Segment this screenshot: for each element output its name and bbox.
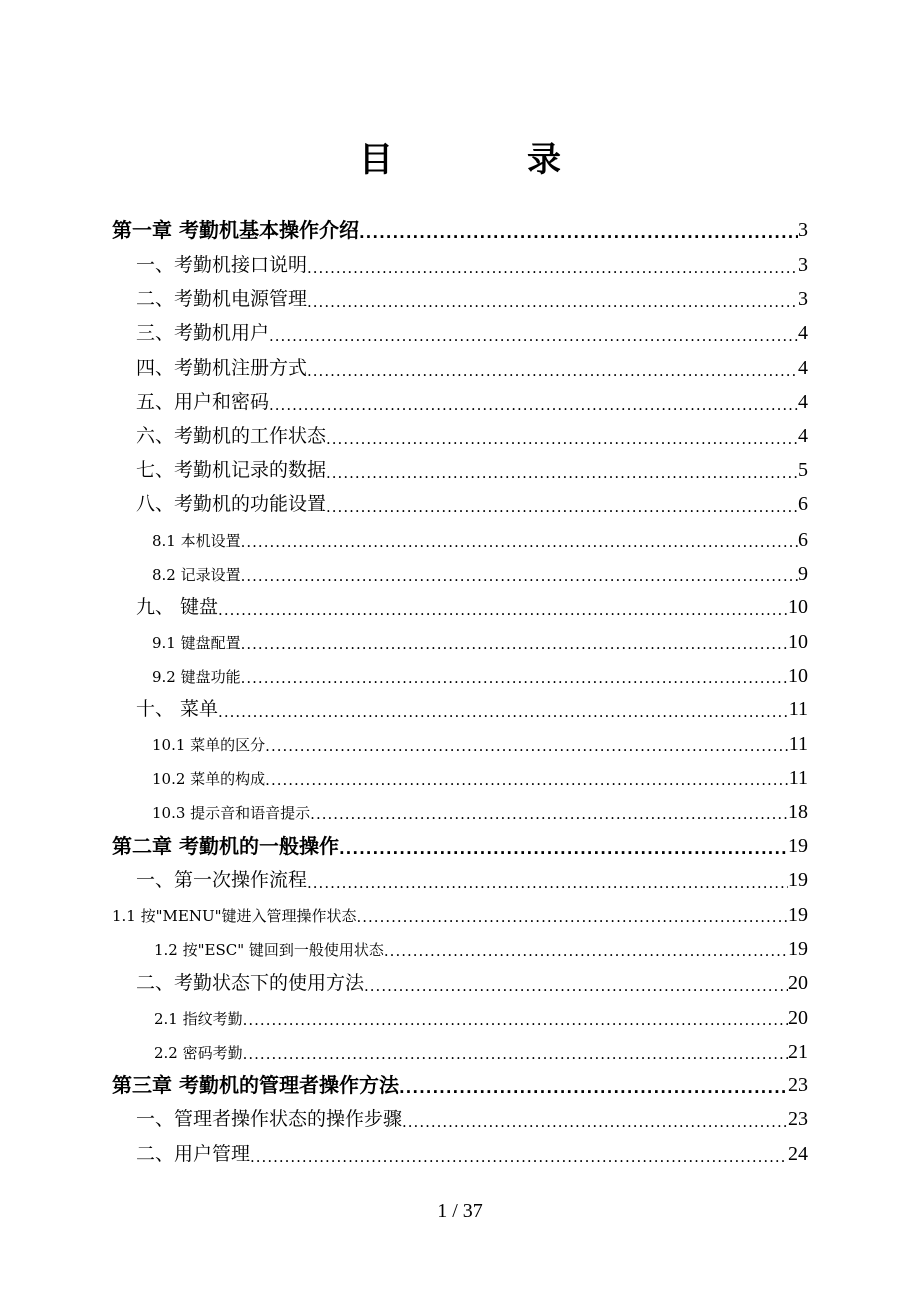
toc-entry[interactable]	[152, 655, 808, 689]
toc-entry[interactable]	[136, 484, 808, 518]
dot-leader	[307, 872, 788, 894]
toc-entry-page: 6	[798, 529, 808, 551]
toc-entry-label: 七、考勤机记录的数据	[136, 459, 327, 481]
toc-entry-page: 20	[788, 972, 808, 994]
toc-entry-page: 5	[798, 459, 808, 481]
dot-leader	[339, 838, 788, 860]
dot-leader	[241, 633, 788, 655]
toc-entry[interactable]	[136, 313, 808, 347]
dot-leader	[218, 599, 788, 621]
toc-entry-chapter-3[interactable]	[112, 1065, 808, 1099]
dot-leader	[399, 1077, 788, 1099]
toc-entry-label: 九、 键盘	[136, 596, 219, 618]
dot-leader	[364, 975, 788, 997]
dot-leader	[307, 360, 798, 382]
toc-entry[interactable]	[154, 1031, 808, 1065]
toc-entry[interactable]	[136, 963, 808, 997]
toc-entry-label: 六、考勤机的工作状态	[136, 425, 327, 447]
toc-entry-label: 二、用户管理	[136, 1143, 251, 1165]
toc-entry-page: 3	[798, 254, 808, 276]
toc-entry-chapter-1[interactable]	[112, 210, 808, 244]
toc-entry-label: 2.2 密码考勤	[154, 1044, 243, 1062]
dot-leader	[402, 1111, 788, 1133]
toc-entry-page: 19	[788, 869, 808, 891]
toc-entry-page: 4	[798, 357, 808, 379]
dot-leader	[310, 803, 788, 825]
dot-leader	[384, 940, 788, 962]
toc-entry-label: 1.1 按"MENU"键进入管理操作状态	[112, 907, 357, 925]
toc-entry-label: 1.2 按"ESC" 键回到一般使用状态	[154, 941, 384, 959]
toc-entry[interactable]	[112, 894, 808, 928]
toc-entry-label: 9.2 键盘功能	[152, 668, 241, 686]
dot-leader	[357, 906, 789, 928]
toc-entry-label: 二、考勤状态下的使用方法	[136, 972, 365, 994]
toc-entry-page: 4	[798, 322, 808, 344]
page-number-indicator: 1 / 37	[437, 1200, 483, 1222]
dot-leader	[326, 496, 798, 518]
dot-leader	[307, 291, 798, 313]
dot-leader	[265, 769, 789, 791]
toc-entry-page: 11	[788, 733, 808, 755]
toc-entry-page: 3	[798, 288, 808, 310]
toc-entry[interactable]	[136, 689, 808, 723]
toc-entry-page: 20	[788, 1007, 808, 1029]
toc-entry-page: 19	[788, 835, 808, 857]
dot-leader	[241, 531, 798, 553]
toc-entry-chapter-2[interactable]	[112, 826, 808, 860]
toc-entry[interactable]	[152, 757, 808, 791]
toc-entry-page: 23	[788, 1108, 808, 1130]
toc-entry-page: 24	[788, 1143, 808, 1165]
toc-entry-label: 四、考勤机注册方式	[136, 357, 308, 379]
dot-leader	[243, 1009, 788, 1031]
toc-entry-label: 第三章 考勤机的管理者操作方法	[112, 1073, 399, 1097]
dot-leader	[218, 701, 789, 723]
toc-entry-label: 一、管理者操作状态的操作步骤	[136, 1108, 403, 1130]
toc-entry-label: 2.1 指纹考勤	[154, 1010, 243, 1028]
toc-entry-page: 23	[788, 1074, 808, 1096]
toc-entry-label: 第一章 考勤机基本操作介绍	[112, 218, 359, 242]
toc-entry[interactable]	[136, 416, 808, 450]
toc-entry-label: 八、考勤机的功能设置	[136, 493, 327, 515]
dot-leader	[265, 735, 789, 757]
toc-entry-page: 18	[788, 801, 808, 823]
toc-entry-page: 19	[788, 938, 808, 960]
dot-leader	[269, 394, 798, 416]
toc-entry-label: 三、考勤机用户	[136, 322, 270, 344]
toc-entry[interactable]	[136, 1099, 808, 1133]
toc-entry-page: 21	[788, 1041, 808, 1063]
toc-entry-page: 11	[788, 698, 808, 720]
toc-entry[interactable]	[136, 279, 808, 313]
toc-entry-page: 11	[788, 767, 808, 789]
toc-entry[interactable]	[152, 723, 808, 757]
toc-entry-page: 4	[798, 391, 808, 413]
toc-entry-page: 10	[788, 665, 808, 687]
toc-entry-label: 五、用户和密码	[136, 391, 270, 413]
dot-leader	[326, 428, 798, 450]
dot-leader	[241, 667, 788, 689]
toc-entry[interactable]	[152, 621, 808, 655]
page-title: 目 录	[359, 140, 611, 180]
toc-entry-label: 一、第一次操作流程	[136, 869, 308, 891]
dot-leader	[307, 257, 798, 279]
toc-entry-label: 一、考勤机接口说明	[136, 254, 308, 276]
toc-entry[interactable]	[154, 997, 808, 1031]
toc-entry[interactable]	[136, 450, 808, 484]
dot-leader	[326, 462, 798, 484]
toc-entry-page: 10	[788, 631, 808, 653]
toc-entry[interactable]	[152, 553, 808, 587]
toc-entry-label: 10.1 菜单的区分	[152, 736, 266, 754]
toc-entry-label: 10.2 菜单的构成	[152, 770, 266, 788]
toc-entry[interactable]	[136, 1134, 808, 1168]
toc-entry-label: 二、考勤机电源管理	[136, 288, 308, 310]
toc-entry[interactable]	[136, 587, 808, 621]
dot-leader	[269, 325, 798, 347]
toc-entry[interactable]	[136, 348, 808, 382]
toc-entry-label: 第二章 考勤机的一般操作	[112, 834, 339, 858]
dot-leader	[250, 1146, 788, 1168]
dot-leader	[241, 565, 798, 587]
toc-entry-label: 9.1 键盘配置	[152, 634, 241, 652]
toc-entry-page: 6	[798, 493, 808, 515]
toc-entry[interactable]	[136, 382, 808, 416]
toc-entry[interactable]	[152, 791, 808, 825]
toc-entry-page: 9	[798, 563, 808, 585]
toc-entry[interactable]	[136, 245, 808, 279]
toc-entry-page: 19	[788, 904, 808, 926]
toc-entry-page: 4	[798, 425, 808, 447]
dot-leader	[243, 1043, 788, 1065]
toc-entry[interactable]	[154, 928, 808, 962]
toc-entry[interactable]	[136, 860, 808, 894]
toc-entry-label: 十、 菜单	[136, 698, 219, 720]
toc-entry[interactable]	[152, 519, 808, 553]
toc-entry-label: 10.3 提示音和语音提示	[152, 804, 311, 822]
toc-entry-label: 8.1 本机设置	[152, 532, 241, 550]
toc-entry-label: 8.2 记录设置	[152, 566, 241, 584]
dot-leader	[359, 222, 798, 244]
toc-entry-page: 10	[788, 596, 808, 618]
toc-entry-page: 3	[798, 219, 808, 241]
